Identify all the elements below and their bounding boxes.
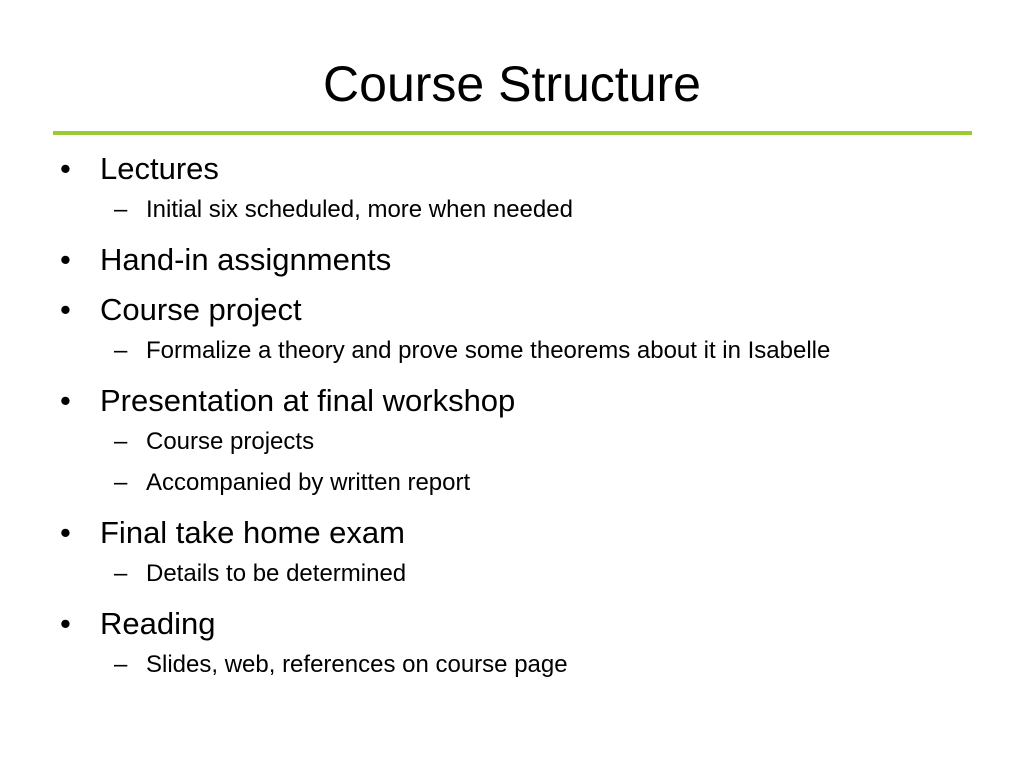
sub-bullet-item: [0, 556, 1024, 597]
bullet-marker: •: [60, 515, 71, 550]
bullet-text: Presentation at final workshop: [100, 383, 516, 418]
bullet-text: Final take home exam: [100, 515, 405, 550]
bullet-item: [0, 510, 1024, 556]
bullet-text: Reading: [100, 606, 216, 641]
bullet-marker: •: [60, 383, 71, 418]
sub-bullet-text: Course projects: [146, 428, 315, 455]
bullet-item: [0, 601, 1024, 647]
sub-bullet-text: Initial six scheduled, more when needed: [146, 196, 573, 223]
sub-bullet-item: [0, 333, 1024, 374]
bullet-text: Hand-in assignments: [100, 242, 392, 277]
sub-bullet-text: Details to be determined: [146, 560, 407, 587]
slide-title: Course Structure: [323, 56, 701, 112]
sub-bullet-item: [0, 424, 1024, 465]
sub-bullet-item: [0, 647, 1024, 688]
bullet-marker: •: [60, 292, 71, 327]
bullet-item: [0, 287, 1024, 333]
bullet-item: [0, 146, 1024, 192]
bullet-text: Lectures: [100, 151, 219, 186]
bullet-marker: •: [60, 606, 71, 641]
sub-bullet-marker: –: [114, 651, 128, 678]
bullet-marker: •: [60, 242, 71, 277]
bullet-item: [0, 378, 1024, 424]
bullet-marker: •: [60, 151, 71, 186]
sub-bullet-item: [0, 465, 1024, 506]
title-divider: [53, 131, 972, 135]
sub-bullet-marker: –: [114, 337, 128, 364]
sub-bullet-marker: –: [114, 428, 128, 455]
sub-bullet-text: Formalize a theory and prove some theorems about it in Isabelle: [146, 337, 831, 364]
bullet-item: [0, 237, 1024, 283]
sub-bullet-text: Slides, web, references on course page: [146, 651, 568, 678]
sub-bullet-marker: –: [114, 196, 128, 223]
sub-bullet-item: [0, 192, 1024, 233]
bullet-text: Course project: [100, 292, 302, 327]
slide-content: [0, 146, 1024, 688]
sub-bullet-text: Accompanied by written report: [146, 469, 471, 496]
sub-bullet-marker: –: [114, 469, 128, 496]
sub-bullet-marker: –: [114, 560, 128, 587]
